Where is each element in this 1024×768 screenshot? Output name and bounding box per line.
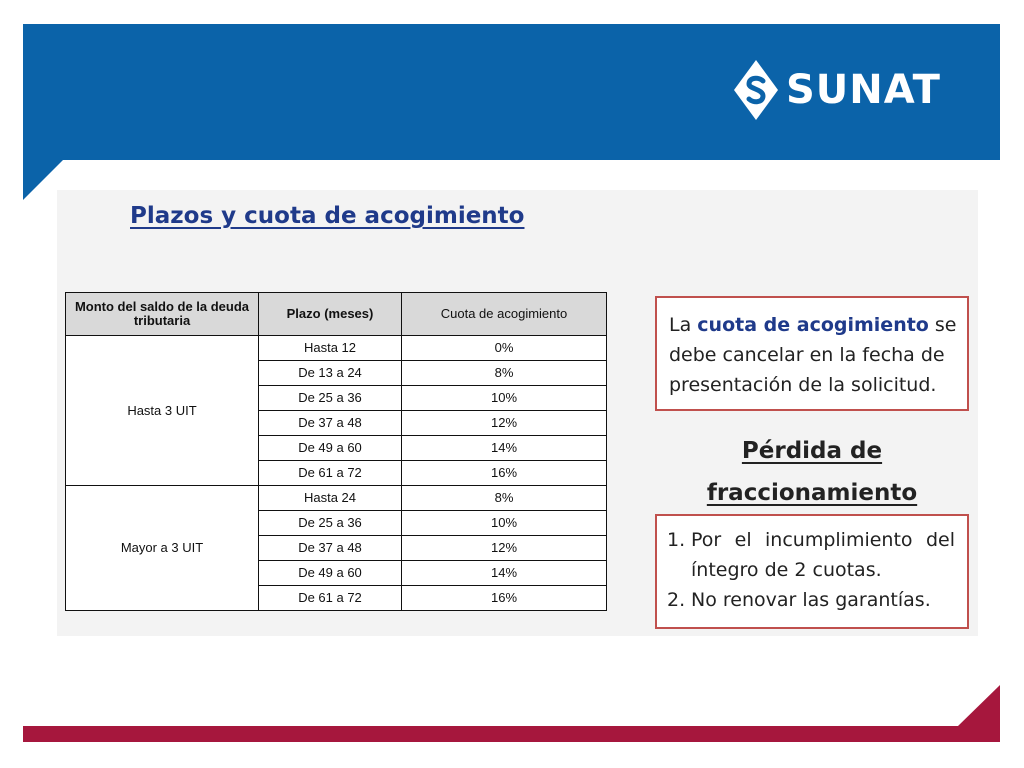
cuota-cell: 14% — [402, 561, 607, 586]
cuota-cell: 16% — [402, 461, 607, 486]
list-item — [667, 585, 955, 615]
plazo-cell: De 37 a 48 — [259, 536, 402, 561]
table-row — [66, 336, 607, 361]
subtitle-line-2: fraccionamiento — [706, 480, 918, 506]
sunat-logo-text: SUNAT — [786, 67, 941, 113]
plazo-cell: De 25 a 36 — [259, 386, 402, 411]
cuota-cell: 8% — [402, 486, 607, 511]
monto-cell: Hasta 3 UIT — [66, 336, 259, 486]
list-item — [667, 525, 955, 585]
table-header-row — [66, 293, 607, 336]
column-header-cuota: Cuota de acogimiento — [402, 293, 607, 336]
plazo-cell: Hasta 12 — [259, 336, 402, 361]
subtitle-line-1: Pérdida de — [741, 438, 883, 464]
monto-cell: Mayor a 3 UIT — [66, 486, 259, 611]
column-header-monto: Monto del saldo de la deuda tributaria — [66, 293, 259, 336]
footer-band — [23, 726, 1000, 742]
plazo-cell: De 61 a 72 — [259, 586, 402, 611]
cuota-cell: 8% — [402, 361, 607, 386]
table-row — [66, 486, 607, 511]
plazo-cell: De 13 a 24 — [259, 361, 402, 386]
plazo-cell: Hasta 24 — [259, 486, 402, 511]
cuota-cell: 10% — [402, 511, 607, 536]
note-text-bold: cuota de acogimiento — [697, 314, 929, 336]
causes-box — [655, 514, 969, 629]
cuota-cell: 12% — [402, 536, 607, 561]
cuota-cell: 12% — [402, 411, 607, 436]
plazo-cell: De 49 a 60 — [259, 436, 402, 461]
page-title: Plazos y cuota de acogimiento — [130, 203, 525, 229]
note-box — [655, 296, 969, 411]
note-text-suffix: se debe cancelar en la fecha de presentación de la solicitud. — [669, 314, 957, 396]
plazo-cell: De 37 a 48 — [259, 411, 402, 436]
plazos-table — [65, 292, 607, 611]
list-item-text: Por el incumplimiento del íntegro de 2 cuotas. — [691, 529, 955, 581]
footer-corner-decoration — [958, 685, 1000, 726]
note-text-prefix: La — [669, 314, 698, 336]
cuota-cell: 10% — [402, 386, 607, 411]
list-item-text: No renovar las garantías. — [691, 589, 931, 611]
causes-list — [667, 525, 955, 615]
cuota-cell: 14% — [402, 436, 607, 461]
section-subtitle — [655, 430, 969, 514]
list-item-number: 2. — [667, 589, 686, 611]
plazo-cell: De 49 a 60 — [259, 561, 402, 586]
table-body — [66, 336, 607, 611]
column-header-plazo: Plazo (meses) — [259, 293, 402, 336]
sunat-logo — [732, 58, 941, 122]
plazo-cell: De 61 a 72 — [259, 461, 402, 486]
plazo-cell: De 25 a 36 — [259, 511, 402, 536]
cuota-cell: 0% — [402, 336, 607, 361]
sunat-logo-icon — [732, 58, 780, 122]
cuota-cell: 16% — [402, 586, 607, 611]
list-item-number: 1. — [667, 529, 686, 551]
